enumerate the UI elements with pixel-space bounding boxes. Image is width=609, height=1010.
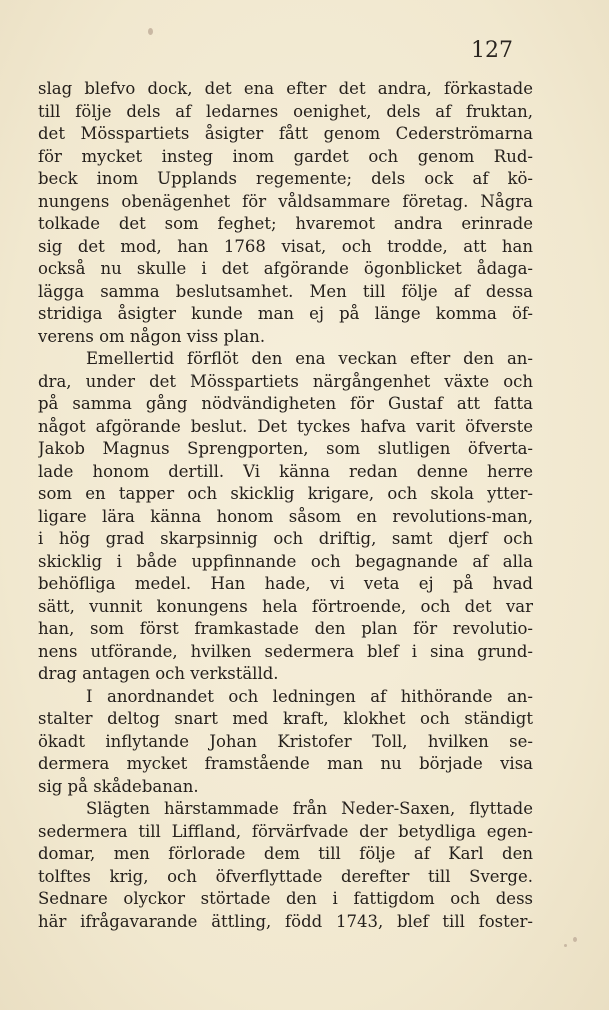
page-number: 127 xyxy=(471,38,513,63)
text-line: som en tapper och skicklig krigare, och skola ytter- xyxy=(38,484,533,503)
text-line: sedermera till Liffland, förvärfvade der betydliga egen- xyxy=(38,821,533,841)
text-line: på samma gång nödvändigheten för Gustaf att fatta xyxy=(38,394,533,413)
text-line: verens om någon viss plan. xyxy=(38,326,266,346)
text-line: slag blefvo dock, det ena efter det andra, förkastade xyxy=(38,79,533,98)
text-line: behöfliga medel. Han hade, vi veta ej på hvad xyxy=(38,574,533,593)
body-text xyxy=(38,78,533,933)
text-line: domar, men förlorade dem till följe af Karl den xyxy=(38,844,533,863)
text-line: sig det mod, han 1768 visat, och trodde, att han xyxy=(38,236,533,256)
text-line: ligare lära känna honom såsom en revolutions-man, xyxy=(38,506,533,526)
text-line: I anordnandet och ledningen af hithörande an- xyxy=(86,686,533,706)
text-line: det Mösspartiets åsigter fått genom Cederströmarna xyxy=(38,124,533,143)
text-line: lade honom dertill. Vi känna redan denne herre xyxy=(38,461,533,481)
text-line: något afgörande beslut. Det tyckes hafva varit öfverste xyxy=(38,416,533,436)
text-line: stridiga åsigter kunde man ej på länge komma öf- xyxy=(38,304,533,323)
text-line: ökadt inflytande Johan Kristofer Toll, hvilken se- xyxy=(38,731,533,751)
paper-speck xyxy=(564,944,567,947)
paper-speck xyxy=(148,28,153,35)
text-line: sätt, vunnit konungens hela förtroende, och det var xyxy=(38,596,533,616)
text-line: tolftes krig, och öfverflyttade derefter till Sverge. xyxy=(38,866,533,886)
text-line: nungens obenägenhet för våldsammare företag. Några xyxy=(38,191,533,211)
text-line: dermera mycket framstående man nu började visa xyxy=(38,754,533,773)
text-line: här ifrågavarande ättling, född 1743, blef till foster- xyxy=(38,911,533,931)
text-line: Emellertid förflöt den ena veckan efter den an- xyxy=(86,349,533,368)
text-line: lägga samma beslutsamhet. Men till följe af dessa xyxy=(38,281,533,301)
text-line: för mycket insteg inom gardet och genom Rud- xyxy=(38,146,533,166)
text-line: beck inom Upplands regemente; dels ock af kö- xyxy=(38,169,533,188)
text-line: nens utförande, hvilken sedermera blef i sina grund- xyxy=(38,641,533,661)
text-line: drag antagen och verkställd. xyxy=(38,664,279,683)
text-line: dra, under det Mösspartiets närgångenhet växte och xyxy=(38,371,533,391)
text-line: Jakob Magnus Sprengporten, som slutligen öfverta- xyxy=(38,439,533,458)
text-line: tolkade det som feghet; hvaremot andra erinrade xyxy=(38,214,533,233)
paper-speck xyxy=(573,937,577,942)
text-line: också nu skulle i det afgörande ögonblicket ådaga- xyxy=(38,259,533,278)
text-line: till följe dels af ledarnes oenighet, dels af fruktan, xyxy=(38,101,533,121)
text-line: skicklig i både uppfinnande och begagnande af alla xyxy=(38,551,533,571)
text-line: han, som först framkastade den plan för revolutio- xyxy=(38,619,533,638)
text-line: sig på skådebanan. xyxy=(38,776,199,796)
text-line: stalter deltog snart med kraft, klokhet och ständigt xyxy=(38,709,533,728)
text-line: Sednare olyckor störtade den i fattigdom och dess xyxy=(38,889,533,908)
text-line: i hög grad skarpsinnig och driftig, samt djerf och xyxy=(38,529,533,548)
text-line: Slägten härstammade från Neder-Saxen, flyttade xyxy=(86,799,533,818)
